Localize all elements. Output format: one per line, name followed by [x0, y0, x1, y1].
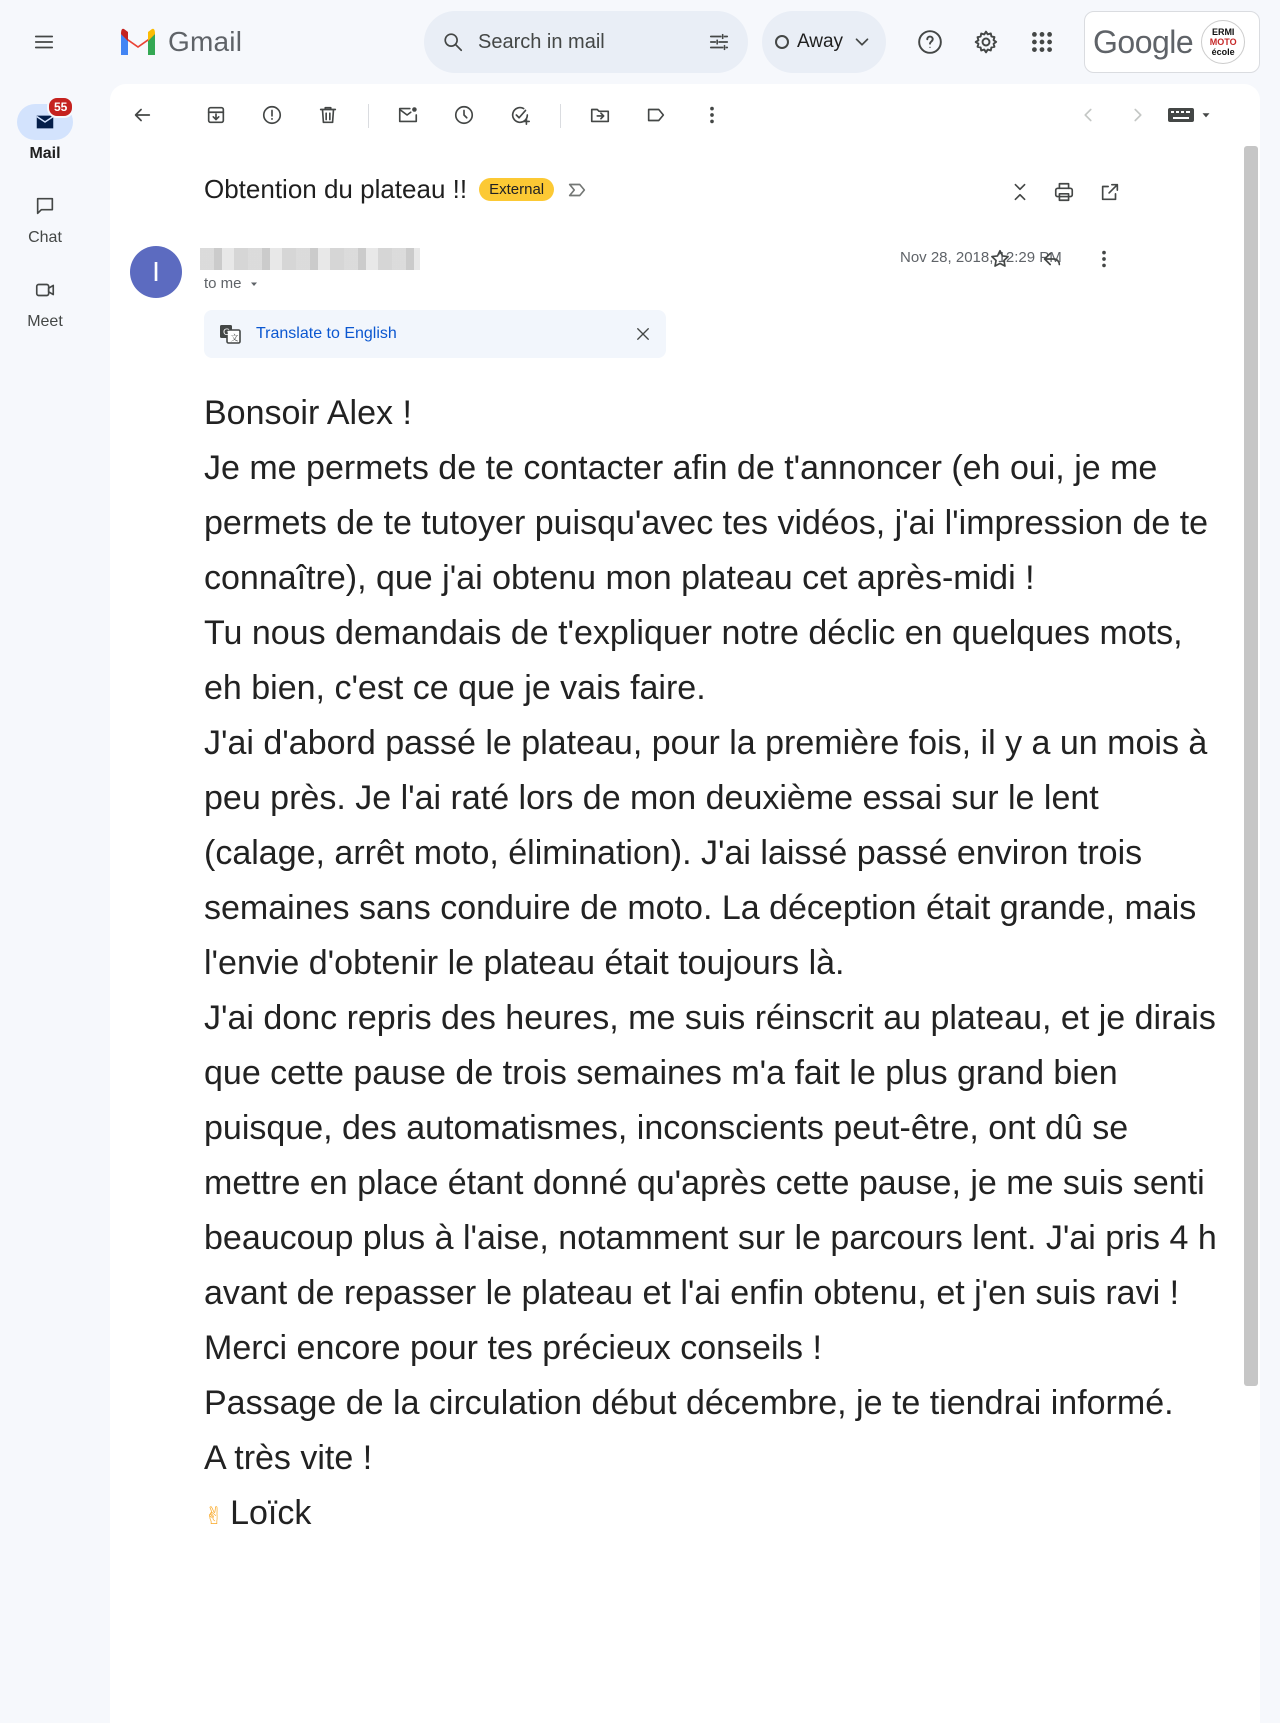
add-to-tasks-button[interactable] — [500, 95, 540, 135]
apps-button[interactable] — [1020, 20, 1064, 64]
status-label: Away — [796, 31, 844, 52]
recipient-label: to me — [204, 275, 242, 292]
translate-link[interactable]: Translate to English — [256, 325, 397, 342]
google-wordmark: Google — [1093, 23, 1194, 60]
move-folder-icon — [589, 104, 611, 126]
rail-label: Mail — [29, 145, 61, 162]
archive-button[interactable] — [196, 95, 236, 135]
sender-name-redacted[interactable] — [200, 248, 420, 270]
delete-button[interactable] — [308, 95, 348, 135]
snooze-button[interactable] — [444, 95, 484, 135]
account-avatar[interactable] — [1201, 20, 1245, 64]
printer-icon — [1053, 181, 1075, 203]
search-bar[interactable] — [424, 11, 748, 73]
body-paragraph: Tu nous demandais de t'expliquer notre déclic en quelques mots, eh bien, c'est ce que je vais faire. — [204, 614, 1183, 707]
account-switcher[interactable] — [1084, 11, 1260, 73]
search-input[interactable]: Search in mail — [478, 30, 605, 53]
avatar-logo-text: ERMI — [1211, 27, 1235, 37]
subject-row — [204, 174, 588, 205]
archive-icon — [205, 104, 227, 126]
rail-label: Meet — [27, 313, 63, 330]
print-button[interactable] — [1044, 172, 1084, 212]
back-button[interactable] — [122, 95, 162, 135]
body-paragraph: Je me permets de te contacter afin de t'annoncer (eh oui, je me permets de te tutoyer puisqu'avec tes vidéos, j'ai l'impression de te connaître), que j'ai obtenu mon plateau cet après-midi ! — [204, 449, 1209, 597]
video-camera-icon — [34, 279, 56, 301]
body-paragraph: J'ai d'abord passé le plateau, pour la première fois, il y a un mois à peu près. Je l'ai raté lors de mon deuxième essai sur le lent (calage, arrêt moto, élimination). J'ai laissé passé environ trois semaines sans conduire de moto. La déception était grande, mais l'envie d'obtenir le plateau était toujours là. — [204, 724, 1208, 982]
mark-unread-icon — [397, 104, 419, 126]
apps-grid-icon — [1029, 29, 1055, 55]
open-external-icon — [1099, 181, 1121, 203]
svg-text:G: G — [223, 328, 230, 338]
trash-icon — [317, 104, 339, 126]
body-paragraph: Passage de la circulation début décembre, je te tiendrai informé. — [204, 1384, 1174, 1422]
search-options-icon[interactable] — [708, 31, 730, 53]
move-to-button[interactable] — [580, 95, 620, 135]
avatar-logo-text: MOTO — [1209, 37, 1237, 47]
mail-pill[interactable] — [17, 100, 73, 140]
gmail-m-icon — [118, 27, 158, 57]
settings-button[interactable] — [964, 20, 1008, 64]
chevron-left-icon — [1077, 104, 1099, 126]
reply-button[interactable] — [1032, 239, 1072, 279]
clock-icon — [453, 104, 475, 126]
labels-button[interactable] — [636, 95, 676, 135]
body-paragraph: Bonsoir Alex ! — [204, 394, 412, 432]
message-body — [204, 386, 1224, 1544]
rail-item-chat[interactable] — [0, 188, 90, 247]
main-menu-button[interactable] — [22, 20, 66, 64]
more-vertical-icon — [1093, 248, 1115, 270]
open-new-window-button[interactable] — [1090, 172, 1130, 212]
recipient-details[interactable] — [204, 275, 260, 292]
newer-message-button[interactable] — [1068, 95, 1108, 135]
more-vertical-icon — [701, 104, 723, 126]
toolbar-divider — [368, 104, 369, 128]
report-spam-button[interactable] — [252, 95, 292, 135]
gear-icon — [973, 29, 999, 55]
hamburger-menu-icon — [33, 31, 55, 53]
sender-avatar[interactable]: I — [130, 246, 182, 298]
support-button[interactable] — [908, 20, 952, 64]
chevron-right-icon — [1127, 104, 1149, 126]
top-bar — [0, 0, 1280, 84]
label-icon — [645, 104, 667, 126]
importance-marker-icon[interactable] — [566, 179, 588, 201]
signature-name: Loïck — [230, 1494, 312, 1532]
gmail-wordmark: Gmail — [168, 26, 243, 57]
input-tools-button[interactable] — [1162, 97, 1218, 133]
email-subject: Obtention du plateau !! — [204, 174, 468, 204]
add-task-icon — [509, 104, 531, 126]
star-icon — [989, 248, 1011, 270]
reply-icon — [1041, 248, 1063, 270]
external-badge: External — [479, 178, 554, 201]
expand-collapse-icon — [1009, 181, 1031, 203]
older-message-button[interactable] — [1118, 95, 1158, 135]
signature — [204, 1486, 1224, 1544]
message-date: Nov 28, 2018, 12:29 PM — [900, 249, 1062, 266]
gmail-logo[interactable] — [118, 26, 242, 58]
message-card — [110, 84, 1260, 1723]
report-icon — [261, 104, 283, 126]
rail-item-meet[interactable] — [0, 272, 90, 331]
caret-down-icon — [1199, 108, 1213, 122]
star-button[interactable] — [980, 239, 1020, 279]
chat-icon — [34, 195, 56, 217]
translate-bar — [204, 310, 666, 358]
close-icon[interactable] — [634, 325, 652, 343]
body-paragraph: J'ai donc repris des heures, me suis réinscrit au plateau, et je dirais que cette pause de trois semaines m'a fait le plus grand bien puisque, des automatismes, inconscients peut-être, ont dû se mettre en place étant donné qu'après cette pause, je me suis senti beaucoup plus à l'aise, notamment sur le parcours lent. J'ai pris 4 h avant de repasser le plateau et l'ai enfin obtenu, et j'en suis ravi ! Merci encore pour tes précieux conseils ! — [204, 999, 1217, 1367]
message-toolbar — [110, 84, 1260, 146]
avatar-logo-text: école — [1211, 47, 1235, 57]
body-paragraph: A très vite ! — [204, 1439, 373, 1477]
status-indicator-icon — [775, 35, 789, 49]
toolbar-divider — [560, 104, 561, 128]
mark-unread-button[interactable] — [388, 95, 428, 135]
scrollbar[interactable] — [1244, 146, 1258, 1386]
more-actions-button[interactable] — [692, 95, 732, 135]
arrow-back-icon — [131, 104, 153, 126]
meet-pill[interactable] — [17, 272, 73, 308]
chevron-down-icon — [851, 31, 873, 53]
search-icon[interactable] — [442, 31, 464, 53]
translate-icon — [218, 322, 242, 346]
unread-count-badge: 55 — [47, 96, 74, 118]
rail-label: Chat — [28, 229, 62, 246]
rail-item-mail[interactable] — [0, 100, 90, 163]
keyboard-icon — [1167, 106, 1195, 124]
status-dropdown[interactable] — [762, 11, 886, 73]
help-icon — [917, 29, 943, 55]
victory-hand-icon: ✌ — [204, 1503, 225, 1530]
caret-down-icon — [248, 278, 260, 290]
expand-all-button[interactable] — [1000, 172, 1040, 212]
svg-text:文: 文 — [230, 333, 239, 343]
chat-pill[interactable] — [17, 188, 73, 224]
message-more-button[interactable] — [1084, 239, 1124, 279]
